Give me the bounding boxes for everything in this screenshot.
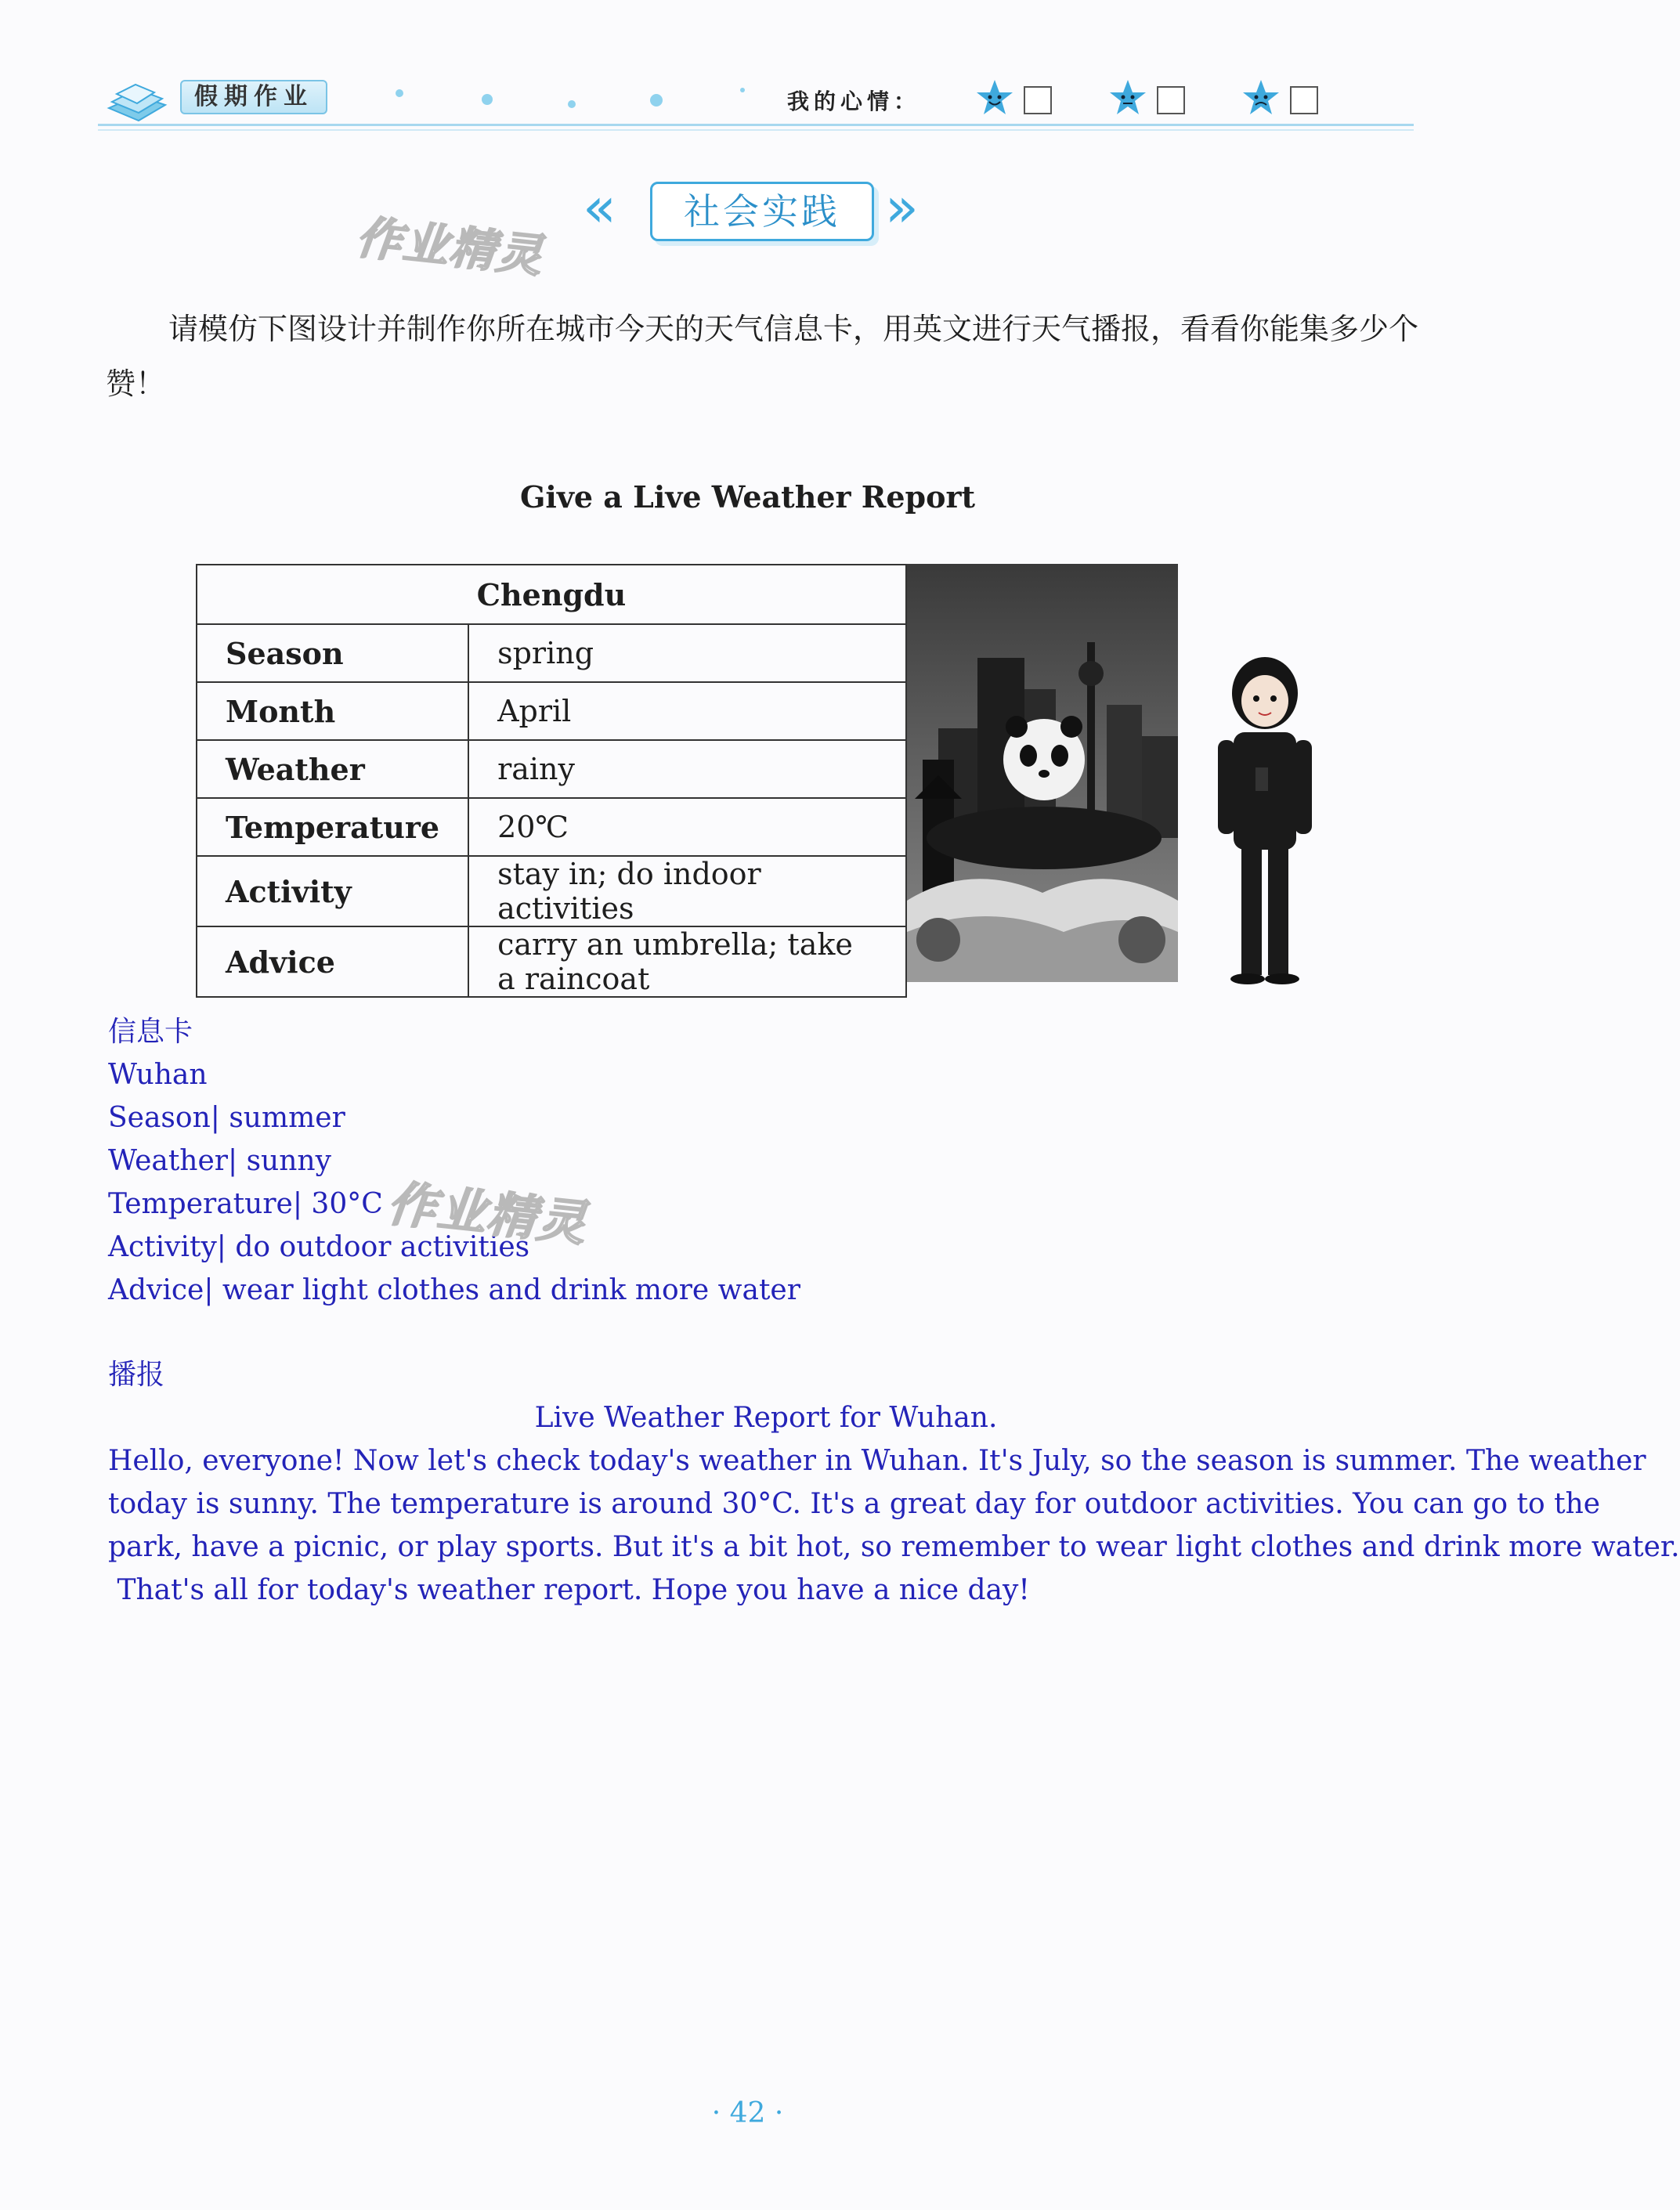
row-label: Activity (197, 856, 468, 926)
table-row (197, 926, 906, 997)
mood-checkbox[interactable] (1290, 86, 1318, 114)
mood-checkbox[interactable] (1024, 86, 1052, 114)
report-line: That's all for today's weather report. Hope you have a nice day! (108, 1574, 1030, 1606)
report-line: Hello, everyone! Now let's check today's weather in Wuhan. It's July, so the season is summer. The weather (108, 1445, 1646, 1477)
row-label: Temperature (197, 798, 468, 856)
report-line: park, have a picnic, or play sports. But it's a bit hot, so remember to wear light clothes and drink more water. (108, 1531, 1680, 1563)
city-skyline-panda-image (907, 564, 1178, 982)
row-label: Advice (197, 926, 468, 997)
mood-option-sad[interactable] (1241, 78, 1328, 117)
row-value: rainy (468, 740, 906, 798)
info-line: Activity| do outdoor activities (108, 1231, 530, 1263)
instruction-text: 请模仿下图设计并制作你所在城市今天的天气信息卡，用英文进行天气播报，看看你能集多少个赞！ (106, 312, 1419, 401)
info-line: Season| summer (108, 1102, 345, 1134)
watermark: 作业精灵 (353, 210, 547, 283)
info-line: Temperature| 30°C (108, 1188, 383, 1220)
mood-checkbox[interactable] (1157, 86, 1185, 114)
row-value: April (468, 682, 906, 740)
city-cell: Chengdu (197, 565, 906, 624)
section-title-box (650, 182, 874, 241)
table-header-row (197, 565, 906, 624)
table-row (197, 682, 906, 740)
row-value: stay in; do indoor activities (468, 856, 906, 926)
header-divider (98, 124, 1414, 126)
page-number: · 42 · (711, 2097, 784, 2129)
row-value: carry an umbrella; take a raincoat (468, 926, 906, 997)
book-icon (106, 78, 168, 125)
mood-option-happy[interactable] (975, 78, 1061, 117)
report-title: Give a Live Weather Report (519, 479, 976, 515)
report-subtitle: Live Weather Report for Wuhan. (534, 1402, 998, 1434)
double-chevron-right-icon: » (885, 175, 919, 240)
report-heading: 播报 (108, 1359, 165, 1391)
header-divider (98, 129, 1414, 131)
table-row (197, 798, 906, 856)
row-value: spring (468, 624, 906, 682)
section-title: 社会实践 (684, 190, 840, 233)
info-heading: 信息卡 (108, 1016, 193, 1048)
page-header (98, 70, 1414, 133)
info-line: Weather| sunny (108, 1145, 331, 1177)
header-tag: 假期作业 (180, 80, 327, 114)
weather-info-table (196, 564, 907, 998)
table-row (197, 740, 906, 798)
report-line: today is sunny. The temperature is around 30°C. It's a great day for outdoor activities. You can go to the (108, 1488, 1601, 1520)
chengdu-city-illustration (907, 564, 1178, 982)
neutral-star-icon (1108, 78, 1147, 117)
sad-star-icon (1241, 78, 1281, 117)
mood-option-neutral[interactable] (1108, 78, 1194, 117)
table-row (197, 624, 906, 682)
info-line: Wuhan (108, 1059, 208, 1091)
watermark: 作业精灵 (385, 1174, 591, 1253)
double-chevron-left-icon: « (583, 175, 616, 240)
answer-info-card (108, 1010, 800, 1312)
reporter-illustration (1210, 658, 1320, 987)
row-label: Weather (197, 740, 468, 798)
happy-star-icon (975, 78, 1014, 117)
table-row (197, 856, 906, 926)
section-banner (580, 172, 932, 258)
info-line: Advice| wear light clothes and drink more water (108, 1274, 800, 1306)
mood-label: 我的心情： (787, 88, 921, 114)
row-label: Season (197, 624, 468, 682)
row-value: 20℃ (468, 798, 906, 856)
row-label: Month (197, 682, 468, 740)
answer-weather-report (108, 1353, 1680, 1612)
